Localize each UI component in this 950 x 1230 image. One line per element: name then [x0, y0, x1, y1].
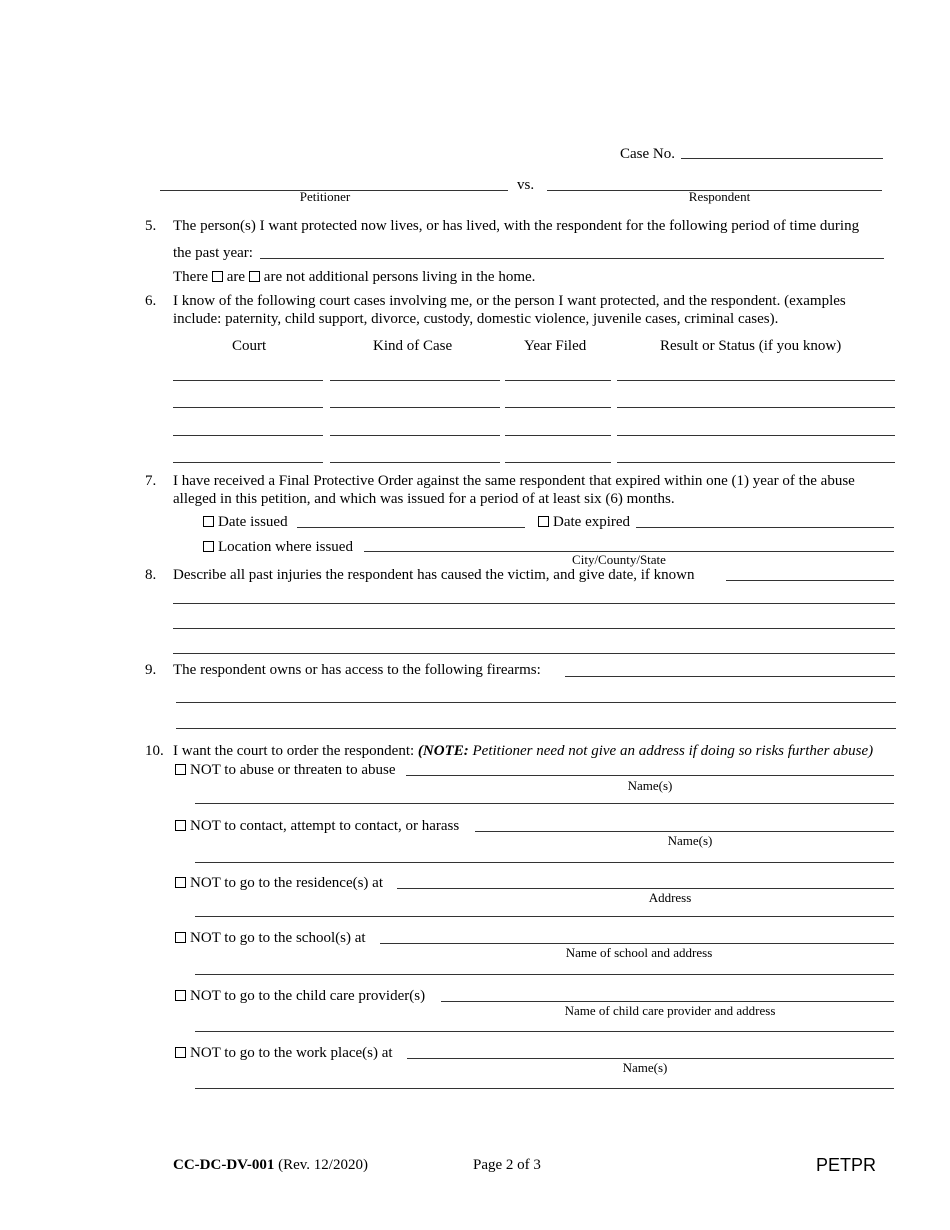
- case-year-field[interactable]: [505, 407, 611, 408]
- injuries-field[interactable]: [173, 628, 895, 629]
- case-kind-field[interactable]: [330, 462, 500, 463]
- case-court-field[interactable]: [173, 435, 323, 436]
- injuries-field[interactable]: [726, 580, 894, 581]
- case-result-field[interactable]: [617, 380, 895, 381]
- abuse-checkbox[interactable]: [175, 764, 186, 775]
- location-label: Location where issued: [218, 539, 353, 555]
- school-field[interactable]: [380, 943, 894, 944]
- respondent-caption: Respondent: [688, 189, 751, 204]
- date-expired-checkbox[interactable]: [538, 516, 549, 527]
- school-caption: Name of school and address: [565, 945, 713, 960]
- order-option-school: [175, 931, 366, 946]
- abuse-caption: Name(s): [627, 778, 673, 793]
- date-expired-label: Date expired: [553, 514, 631, 530]
- case-kind-field[interactable]: [330, 380, 500, 381]
- workplace-checkbox[interactable]: [175, 1047, 186, 1058]
- period-of-time-field[interactable]: [260, 258, 884, 259]
- petitioner-caption: Petitioner: [299, 189, 351, 204]
- are-label: are: [226, 269, 246, 285]
- item10-intro-line: [173, 744, 873, 759]
- case-court-field[interactable]: [173, 407, 323, 408]
- date-expired-option: [538, 515, 630, 530]
- case-result-field[interactable]: [617, 407, 895, 408]
- school-checkbox[interactable]: [175, 932, 186, 943]
- firearms-field[interactable]: [176, 702, 896, 703]
- form-code: PETPR: [816, 1155, 877, 1175]
- case-kind-field[interactable]: [330, 407, 500, 408]
- item5-line2: the past year:: [173, 245, 253, 261]
- workplace-field[interactable]: [407, 1058, 894, 1059]
- order-option-childcare: [175, 989, 425, 1004]
- case-no-field[interactable]: [681, 158, 883, 159]
- case-court-field[interactable]: [173, 462, 323, 463]
- residence-address-field[interactable]: [195, 916, 894, 917]
- case-result-field[interactable]: [617, 462, 895, 463]
- item6-line1: I know of the following court cases involving me, or the person I want protected, and the respondent. (examples: [173, 293, 846, 309]
- page-number: Page 2 of 3: [473, 1157, 541, 1173]
- note-text: Petitioner need not give an address if doing so risks further abuse): [472, 743, 874, 759]
- case-kind-field[interactable]: [330, 435, 500, 436]
- item6-line2: include: paternity, child support, divorce, custody, domestic violence, juvenile cases, criminal cases).: [173, 311, 779, 327]
- firearms-field[interactable]: [565, 676, 895, 677]
- are-checkbox[interactable]: [212, 271, 223, 282]
- location-checkbox[interactable]: [203, 541, 214, 552]
- vs-label: vs.: [517, 177, 535, 193]
- item10-intro: I want the court to order the respondent:: [173, 743, 415, 759]
- abuse-names-field[interactable]: [406, 775, 894, 776]
- there-label: There: [173, 269, 208, 285]
- order-option-abuse: [175, 763, 396, 778]
- note-label: (NOTE:: [417, 743, 469, 759]
- injuries-field[interactable]: [173, 653, 895, 654]
- abuse-names-field[interactable]: [195, 803, 894, 804]
- item5-line3: [173, 270, 535, 285]
- school-field[interactable]: [195, 974, 894, 975]
- residence-caption: Address: [648, 890, 692, 905]
- order-option-contact: [175, 819, 459, 834]
- case-court-field[interactable]: [173, 380, 323, 381]
- item10-number: 10.: [145, 743, 164, 759]
- item6-number: 6.: [145, 293, 157, 309]
- item5-number: 5.: [145, 218, 157, 234]
- location-option: [203, 540, 353, 555]
- contact-label: NOT to contact, attempt to contact, or harass: [190, 818, 460, 834]
- item7-number: 7.: [145, 473, 157, 489]
- case-year-field[interactable]: [505, 462, 611, 463]
- case-year-field[interactable]: [505, 380, 611, 381]
- contact-names-field[interactable]: [475, 831, 894, 832]
- firearms-field[interactable]: [176, 728, 896, 729]
- workplace-label: NOT to go to the work place(s) at: [190, 1045, 393, 1061]
- order-option-residence: [175, 876, 383, 891]
- childcare-field[interactable]: [441, 1001, 894, 1002]
- form-id: CC-DC-DV-001: [173, 1157, 275, 1173]
- date-issued-checkbox[interactable]: [203, 516, 214, 527]
- childcare-label: NOT to go to the child care provider(s): [190, 988, 426, 1004]
- workplace-caption: Name(s): [622, 1060, 668, 1075]
- date-issued-label: Date issued: [218, 514, 288, 530]
- injuries-field[interactable]: [173, 603, 895, 604]
- col-header-year: Year Filed: [524, 338, 587, 354]
- item7-line2: alleged in this petition, and which was issued for a period of at least six (6) months.: [173, 491, 675, 507]
- date-issued-field[interactable]: [297, 527, 525, 528]
- residence-address-field[interactable]: [397, 888, 894, 889]
- item9-number: 9.: [145, 662, 157, 678]
- item7-line1: I have received a Final Protective Order against the same respondent that expired within one (1) year of the abuse: [173, 473, 855, 489]
- residence-checkbox[interactable]: [175, 877, 186, 888]
- case-result-field[interactable]: [617, 435, 895, 436]
- abuse-label: NOT to abuse or threaten to abuse: [190, 762, 396, 778]
- are-not-label: are not additional persons living in the home.: [263, 269, 536, 285]
- case-no-label: Case No.: [620, 146, 675, 162]
- contact-names-field[interactable]: [195, 862, 894, 863]
- col-header-kind: Kind of Case: [373, 338, 453, 354]
- residence-label: NOT to go to the residence(s) at: [190, 875, 384, 891]
- childcare-caption: Name of child care provider and address: [564, 1003, 776, 1018]
- childcare-checkbox[interactable]: [175, 990, 186, 1001]
- item8-number: 8.: [145, 567, 157, 583]
- date-expired-field[interactable]: [636, 527, 894, 528]
- are-not-checkbox[interactable]: [249, 271, 260, 282]
- date-issued-option: [203, 515, 288, 530]
- contact-checkbox[interactable]: [175, 820, 186, 831]
- order-option-workplace: [175, 1046, 393, 1061]
- contact-caption: Name(s): [667, 833, 713, 848]
- col-header-court: Court: [232, 338, 267, 354]
- form-footer-id: [173, 1158, 368, 1173]
- form-revision: (Rev. 12/2020): [278, 1157, 368, 1173]
- col-header-result: Result or Status (if you know): [660, 338, 842, 354]
- location-caption: City/County/State: [572, 552, 666, 567]
- case-year-field[interactable]: [505, 435, 611, 436]
- school-label: NOT to go to the school(s) at: [190, 930, 366, 946]
- childcare-field[interactable]: [195, 1031, 894, 1032]
- item8-text: Describe all past injuries the respondent has caused the victim, and give date, if known: [173, 567, 695, 583]
- item5-line1: The person(s) I want protected now lives, or has lived, with the respondent for the following period of time during: [173, 218, 860, 234]
- item9-text: The respondent owns or has access to the following firearms:: [173, 662, 541, 678]
- workplace-field[interactable]: [195, 1088, 894, 1089]
